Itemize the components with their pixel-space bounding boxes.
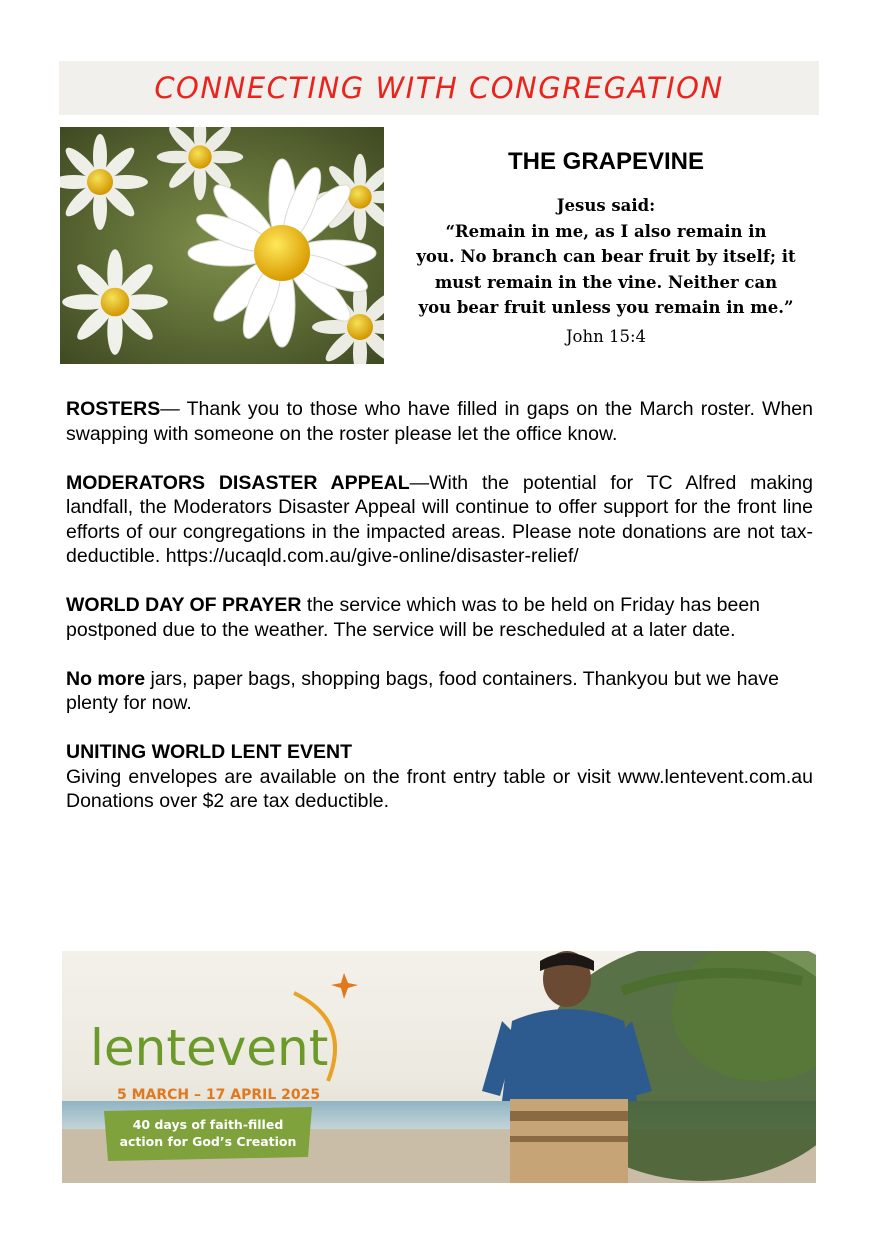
- section-title: CONNECTING WITH CONGREGATION: [154, 71, 724, 105]
- verse-reference: John 15:4: [565, 327, 647, 346]
- notice-text: the service which was to be held on Friday has been postponed due to the weather. The service will be rescheduled at a later date.: [66, 594, 761, 641]
- lent-dates: 5 MARCH – 17 APRIL 2025: [117, 1087, 321, 1103]
- verse-line: you bear fruit unless you remain in me.”: [418, 298, 794, 317]
- notice-heading: ROSTERS: [66, 398, 161, 420]
- rosters-notice: [66, 397, 813, 446]
- verse-intro: Jesus said:: [556, 196, 656, 215]
- verse-line: must remain in the vine. Neither can: [434, 272, 778, 292]
- notice-text: —With the potential for TC Alfred making landfall, the Moderators Disaster Appeal will continue to offer support for the front line efforts of our congregations in the impacted areas. Please note donations are not tax-deductible. https://ucaqld.com.au/give-online/disaster-relief/: [66, 471, 813, 567]
- notice-heading: MODERATORS DISASTER APPEAL: [66, 471, 410, 494]
- notice-heading: UNITING WORLD LENT EVENT: [66, 741, 352, 763]
- bible-verse: [396, 193, 816, 321]
- grapevine-title: THE GRAPEVINE: [507, 148, 705, 175]
- lent-tagline-line: action for God’s Creation: [119, 1134, 297, 1149]
- section-banner: [59, 61, 819, 115]
- notice-heading: WORLD DAY OF PRAYER: [66, 594, 302, 616]
- verse-line: “Remain in me, as I also remain in: [445, 221, 767, 241]
- lent-tagline-badge: [104, 1107, 312, 1161]
- disaster-appeal-notice: [66, 471, 813, 569]
- lent-event-banner: [62, 951, 816, 1183]
- lent-event-notice: [66, 740, 813, 814]
- lent-logo-text: lentevent: [90, 1019, 329, 1077]
- notice-text: — Thank you to those who have filled in gaps on the March roster. When swapping with someone on the roster please let the office know.: [66, 398, 813, 445]
- world-day-of-prayer-notice: [66, 593, 813, 642]
- lent-tagline-line: 40 days of faith-filled: [132, 1117, 284, 1132]
- notices: [66, 397, 813, 838]
- daisy-photo: [60, 127, 384, 364]
- notice-heading: No more: [66, 667, 146, 690]
- notice-text: Giving envelopes are available on the front entry table or visit www.lentevent.com.au Donations over $2 are tax deductible.: [66, 765, 813, 812]
- notice-text: jars, paper bags, shopping bags, food containers. Thankyou but we have plenty for now.: [66, 667, 779, 714]
- verse-line: you. No branch can bear fruit by itself; it: [416, 247, 796, 266]
- no-more-notice: [66, 667, 813, 716]
